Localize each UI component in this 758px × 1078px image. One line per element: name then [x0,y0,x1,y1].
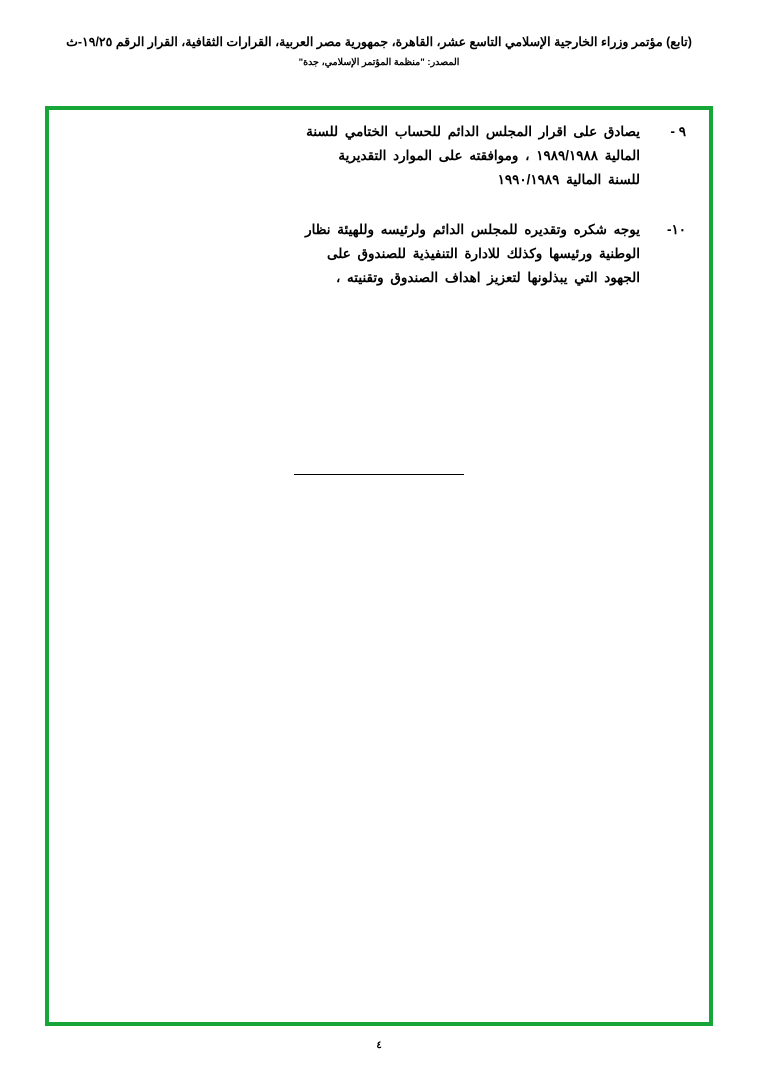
list-item-text [72,120,640,192]
list-item-marker: ٩ - [670,124,686,139]
list-item-line: الجهود التي يبذلونها لتعزيز اهداف الصندوق وتقنيته ، [335,270,640,285]
list-item-line: يوجه شكره وتقديره للمجلس الدائم ولرئيسه وللهيئة نظار [305,222,640,237]
divider-line [294,474,464,475]
page-header [0,34,758,70]
resolution-body [72,120,686,316]
list-item [72,218,686,290]
list-item-marker: ١٠- [666,222,686,237]
list-item-text [72,218,640,290]
header-title: (تابع) مؤتمر وزراء الخارجية الإسلامي التاسع عشر، القاهرة، جمهورية مصر العربية، القرارات الثقافية، القرار الرقم ١٩/٢٥-ث [66,35,692,49]
list-item-line: المالية ١٩٨٩/١٩٨٨ ، وموافقته على الموارد التقديرية [338,148,640,163]
list-item-line: يصادق على اقرار المجلس الدائم للحساب الختامي للسنة [306,124,640,139]
page-footer [0,1040,758,1051]
section-divider [0,462,758,480]
list-item-line: للسنة المالية ١٩٩٠/١٩٨٩ [497,172,640,187]
list-item-line: الوطنية ورئيسها وكذلك للادارة التنفيذية للصندوق على [327,246,640,261]
list-item [72,120,686,192]
page-number: ٤ [376,1040,382,1051]
header-source: المصدر: "منظمة المؤتمر الإسلامي، جدة" [298,57,460,68]
